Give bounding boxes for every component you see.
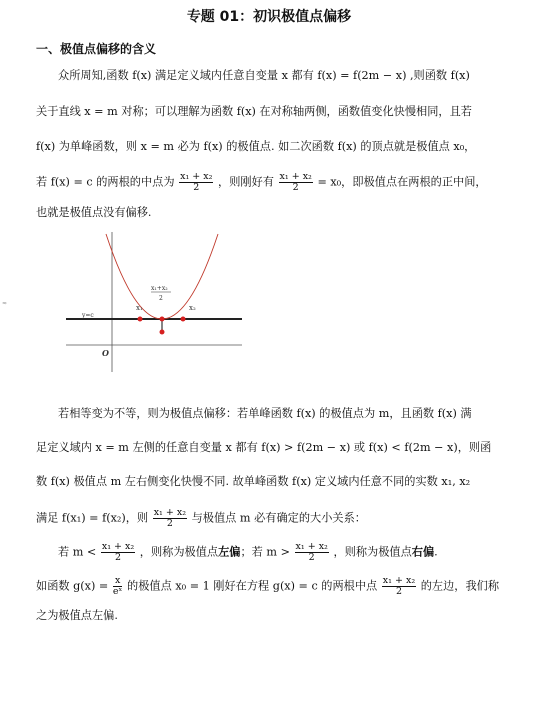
origin-label: O — [102, 348, 109, 358]
para1-line4 — [36, 172, 487, 193]
para1-line4-c: = x₀，即极值点在两根的正中间， — [317, 175, 487, 189]
para1-line4-b: ，则刚好有 — [218, 175, 274, 189]
page-title: 专题 01：初识极值点偏移 — [186, 9, 352, 25]
para3-a4: ；若 m > — [240, 545, 290, 559]
para1-line2: 关于直线 x = m 对称；可以理解为函数 f(x) 在对称轴两侧，函数值变化快慢相同，且若 — [36, 105, 472, 118]
fraction-midpoint — [179, 172, 213, 193]
fraction-numerator: x₁ + x₂ — [153, 507, 187, 518]
para3-a1: 若 m < — [58, 545, 97, 559]
margin-mark: ≈ — [2, 300, 8, 307]
fraction-denominator: 2 — [395, 586, 402, 597]
para4-line1 — [36, 576, 499, 597]
fraction-midpoint — [101, 542, 135, 563]
fraction-denominator: 2 — [193, 182, 200, 193]
root-x2-point — [181, 317, 186, 322]
fraction-numerator: x — [113, 576, 123, 587]
fraction-numerator: x₁ + x₂ — [295, 541, 328, 552]
para3-a2: ，则称为极值点 — [139, 545, 219, 559]
fraction-numerator: x₁ + x₂ — [101, 541, 135, 552]
fraction-midpoint — [279, 172, 313, 193]
fraction-denominator: eˣ — [112, 586, 123, 597]
fraction-denominator: 2 — [292, 182, 299, 193]
para3-line — [58, 542, 438, 563]
para1-line4-a: 若 f(x) = c 的两根的中点为 — [36, 175, 175, 189]
right-shift-term: 右偏 — [411, 544, 435, 559]
fraction-midpoint — [382, 576, 416, 597]
parabola-curve — [106, 234, 218, 319]
midpoint-numerator: x₁+x₂ — [151, 285, 168, 292]
fraction-g — [113, 576, 123, 597]
section-heading: 一、极值点偏移的含义 — [36, 42, 157, 56]
para3-a7: . — [434, 545, 438, 559]
para4-a1: 如函数 g(x) = — [36, 579, 109, 593]
root-x1-point — [138, 317, 143, 322]
para2-line4-b: 与极值点 m 必有确定的大小关系： — [191, 511, 366, 525]
vertex-point — [160, 330, 165, 335]
para4-a3: 的左边，我们称 — [420, 579, 500, 593]
para1-line3: f(x) 为单峰函数，则 x = m 必为 f(x) 的极值点. 如二次函数 f(x) 的顶点就是极值点 x₀， — [36, 140, 476, 153]
midpoint-denominator: 2 — [159, 295, 163, 302]
fraction-denominator: 2 — [308, 552, 315, 563]
midpoint-point — [160, 317, 165, 322]
fraction-denominator: 2 — [166, 518, 173, 529]
fraction-denominator: 2 — [115, 552, 122, 563]
para2-line4 — [36, 508, 366, 529]
para2-line2: 足定义域内 x = m 左侧的任意自变量 x 都有 f(x) > f(2m − x) 或 f(x) < f(2m − x)，则函 — [36, 441, 492, 454]
para4-a2: 的极值点 x₀ = 1 刚好在方程 g(x) = c 的两根中点 — [127, 579, 378, 593]
parabola-figure — [62, 228, 246, 374]
x2-label: x₂ — [189, 304, 196, 312]
fraction-midpoint — [295, 542, 329, 563]
para3-a5: ，则称为极值点 — [333, 545, 412, 559]
fraction-midpoint — [153, 508, 187, 529]
left-shift-term: 左偏 — [218, 544, 241, 559]
para2-line4-a: 满足 f(x₁) = f(x₂)，则 — [36, 511, 149, 525]
fraction-numerator: x₁ + x₂ — [279, 171, 312, 182]
para4-line2: 之为极值点左偏. — [36, 609, 118, 622]
x1-label: x₁ — [136, 304, 143, 312]
fraction-numerator: x₁ + x₂ — [382, 575, 416, 586]
y-c-label: y=c — [82, 312, 94, 319]
para2-line1: 若相等变为不等，则为极值点偏移：若单峰函数 f(x) 的极值点为 m，且函数 f(x) 满 — [58, 407, 472, 420]
para2-line3: 数 f(x) 极值点 m 左右侧变化快慢不同. 故单峰函数 f(x) 定义域内任意不同的实数 x₁, x₂ — [36, 475, 471, 488]
para1-line5: 也就是极值点没有偏移. — [36, 206, 152, 219]
para1-line1: 众所周知,函数 f(x) 满足定义域内任意自变量 x 都有 f(x) = f(2m − x) ,则函数 f(x) — [58, 69, 470, 82]
fraction-numerator: x₁ + x₂ — [180, 171, 213, 182]
